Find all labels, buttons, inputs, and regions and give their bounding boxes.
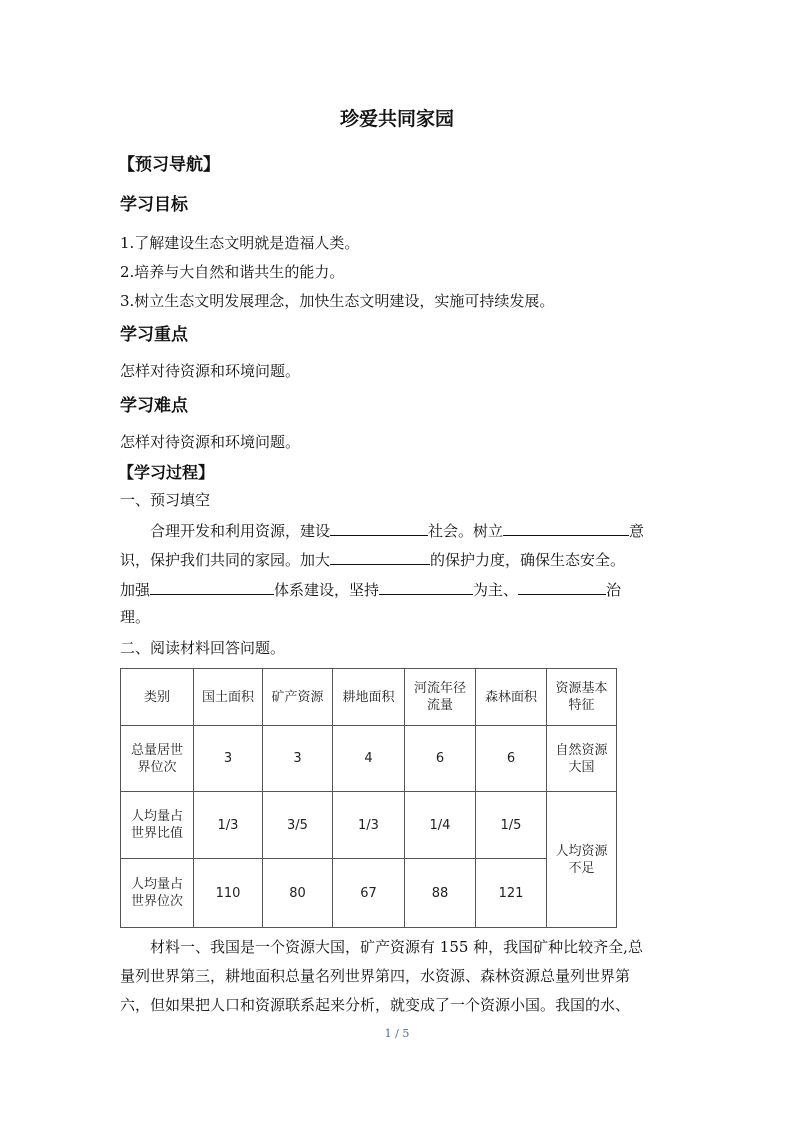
goal-item-1: 1.了解建设生态文明就是造福人类。 [120, 234, 360, 252]
header-farmland: 耕地面积 [333, 669, 405, 726]
blank-1[interactable] [330, 519, 428, 536]
section2-heading: 二、阅读材料回答问题。 [120, 639, 286, 657]
table-row [121, 792, 617, 859]
fill-line-3-b: 体系建设，坚持 [274, 581, 380, 599]
difficulties-text: 怎样对待资源和环境问题。 [120, 433, 301, 451]
goal-item-2: 2.培养与大自然和谐共生的能力。 [120, 263, 345, 281]
material-line-2: 量列世界第三，耕地面积总量名列世界第四，水资源、森林资源总量列世界第 [120, 967, 631, 985]
fill-line-2-a: 识，保护我们共同的家园。加大 [120, 551, 331, 569]
row-label-text: 总量居世界位次 [130, 742, 183, 775]
resource-table [120, 668, 617, 928]
row-label [121, 859, 194, 928]
fill-line-4: 理。 [120, 608, 151, 626]
table-cell: 6 [476, 726, 547, 792]
fill-line-3-d: 治 [606, 581, 622, 599]
table-row [121, 726, 617, 792]
blank-4[interactable] [150, 578, 274, 595]
table-cell: 88 [405, 859, 476, 928]
row-label-text: 人均量占世界比值 [130, 809, 183, 841]
preview-nav-heading: 【预习导航】 [118, 155, 220, 175]
header-river-runoff [405, 669, 476, 726]
table-row [121, 859, 617, 928]
header-feature [547, 669, 617, 726]
header-feature-text: 资源基本特征 [555, 681, 608, 713]
table-cell: 3 [194, 726, 263, 792]
header-forest: 森林面积 [476, 669, 547, 726]
feature-text: 人均资源不足 [555, 843, 608, 876]
table-cell: 1/4 [405, 792, 476, 859]
table-cell: 67 [333, 859, 405, 928]
difficulties-heading: 学习难点 [120, 396, 188, 416]
fill-line-1-c: 意 [629, 522, 645, 540]
fill-line-2 [120, 548, 625, 570]
goals-heading: 学习目标 [120, 195, 188, 215]
fill-line-1-b: 社会。树立 [428, 522, 504, 540]
header-river-runoff-text: 河流年径流量 [413, 681, 466, 713]
fill-line-2-b: 的保护力度，确保生态安全。 [430, 551, 626, 569]
row-label [121, 792, 194, 859]
material-line-1: 材料一、我国是一个资源大国，矿产资源有 155 种，我国矿种比较齐全,总 [150, 938, 643, 956]
row-label-text: 人均量占世界位次 [130, 877, 183, 909]
fill-line-3-c: 为主、 [473, 581, 519, 599]
key-points-text: 怎样对待资源和环境问题。 [120, 362, 301, 380]
table-header-row [121, 669, 617, 726]
blank-2[interactable] [503, 519, 629, 536]
table-cell: 3 [263, 726, 333, 792]
row-label [121, 726, 194, 792]
table-cell: 1/3 [194, 792, 263, 859]
page-number: 1 / 5 [384, 1027, 410, 1040]
fill-line-1 [150, 519, 644, 541]
header-land-area: 国土面积 [194, 669, 263, 726]
blank-6[interactable] [518, 578, 606, 595]
table-cell: 121 [476, 859, 547, 928]
fill-line-3 [120, 578, 621, 600]
fill-line-3-a: 加强 [120, 581, 151, 599]
feature-cell [547, 726, 617, 792]
header-mineral: 矿产资源 [263, 669, 333, 726]
blank-5[interactable] [379, 578, 473, 595]
table-cell: 110 [194, 859, 263, 928]
feature-text: 自然资源大国 [555, 742, 608, 775]
table-cell: 3/5 [263, 792, 333, 859]
material-line-3: 六，但如果把人口和资源联系起来分析，就变成了一个资源小国。我国的水、 [120, 996, 631, 1014]
blank-3[interactable] [330, 548, 430, 565]
page-title: 珍爱共同家园 [339, 108, 454, 130]
table-cell: 1/5 [476, 792, 547, 859]
section1-heading: 一、预习填空 [120, 491, 211, 509]
table-cell: 4 [333, 726, 405, 792]
table-cell: 1/3 [333, 792, 405, 859]
table-cell: 80 [263, 859, 333, 928]
table-cell: 6 [405, 726, 476, 792]
fill-line-1-a: 合理开发和利用资源，建设 [150, 522, 331, 540]
feature-cell [547, 792, 617, 928]
key-points-heading: 学习重点 [120, 325, 188, 345]
process-heading: 【学习过程】 [118, 463, 215, 482]
goal-item-3: 3.树立生态文明发展理念，加快生态文明建设，实施可持续发展。 [120, 292, 555, 310]
header-category: 类别 [121, 669, 194, 726]
